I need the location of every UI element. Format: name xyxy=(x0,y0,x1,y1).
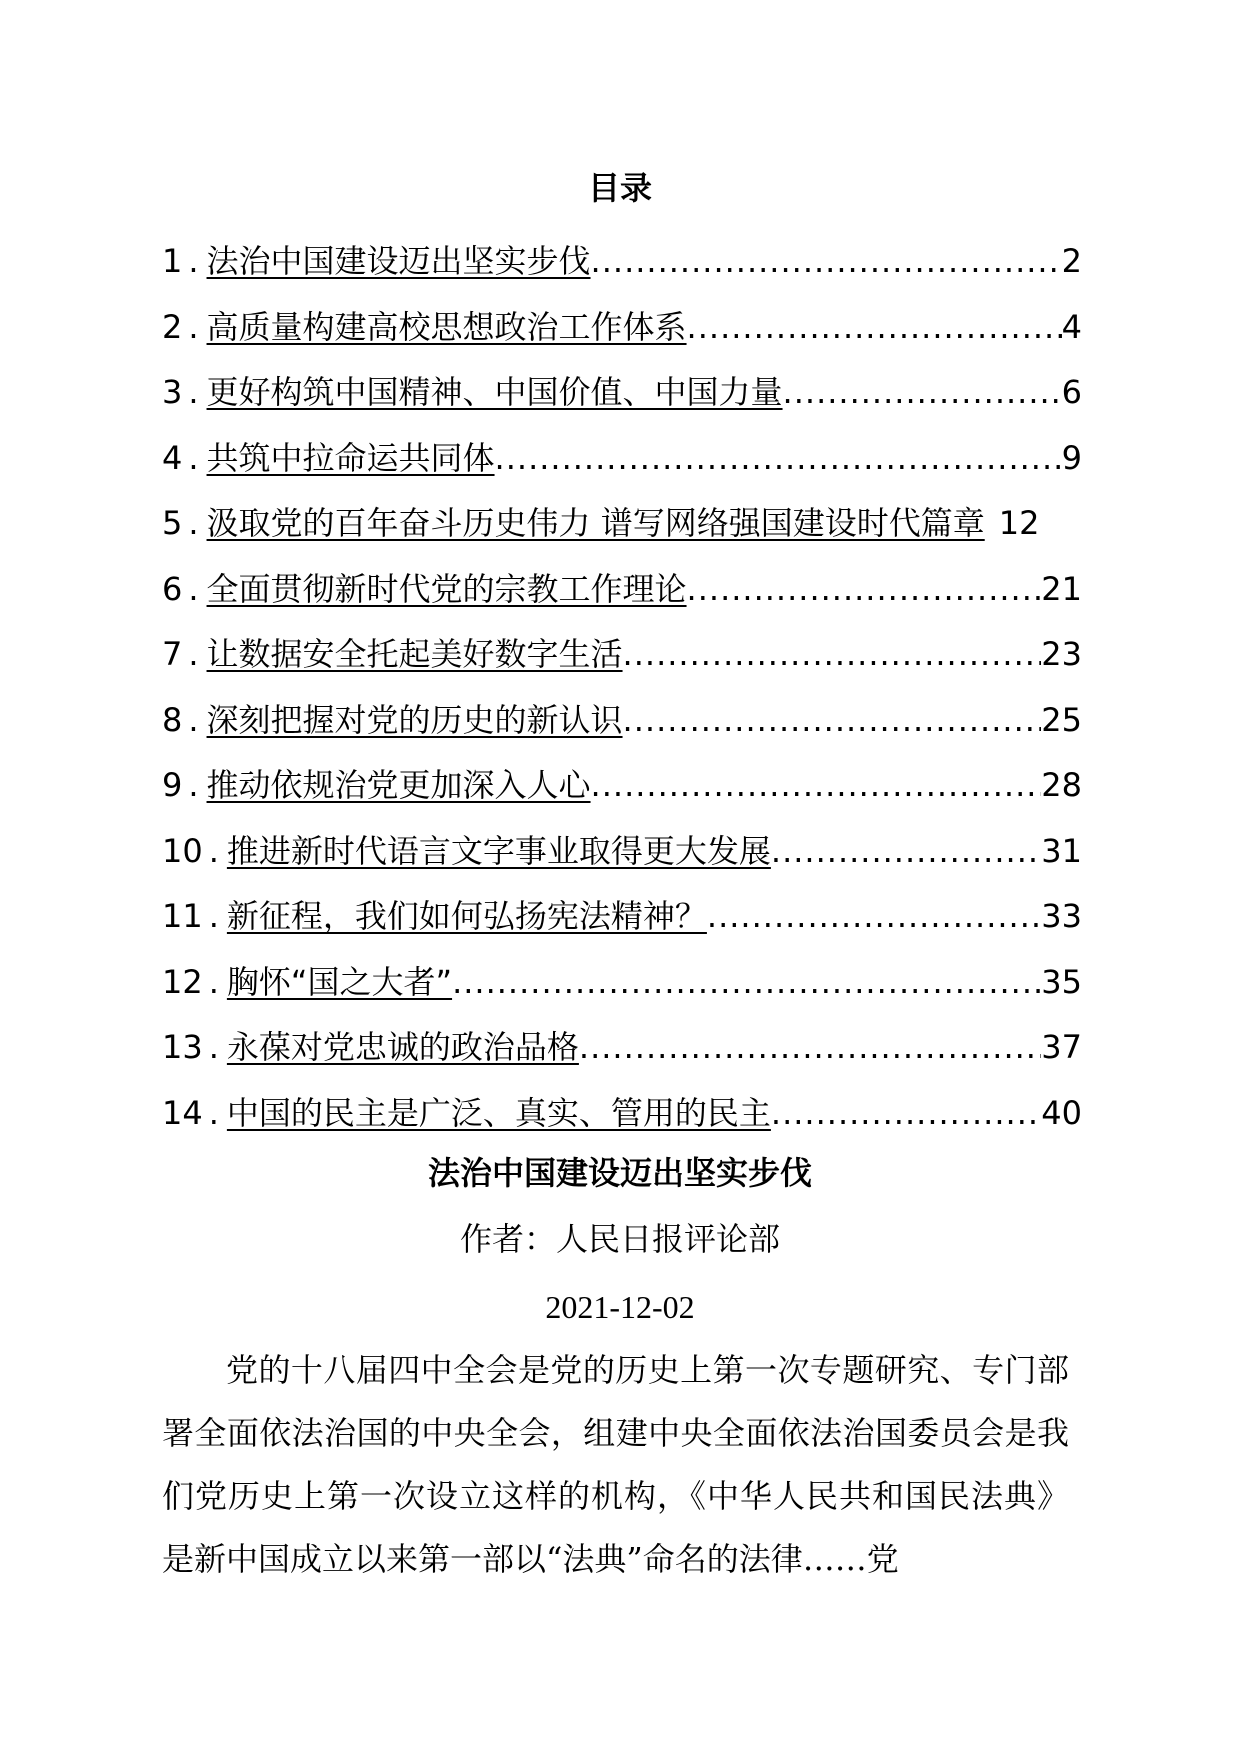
toc-item-link[interactable]: 永葆对党忠诚的政治品格 xyxy=(226,1028,579,1066)
toc-item[interactable] xyxy=(162,503,1082,569)
toc-item-link[interactable]: 深刻把握对党的历史的新认识 xyxy=(206,700,623,739)
toc-item[interactable] xyxy=(162,307,1082,373)
toc-item[interactable] xyxy=(162,438,1082,504)
toc-item-separator: . xyxy=(188,438,199,477)
toc-list xyxy=(162,241,1082,1158)
toc-item-separator: . xyxy=(188,569,199,608)
toc-leader-dots xyxy=(591,241,1062,281)
toc-item-page: 12 xyxy=(998,504,1040,542)
toc-item-page: 37 xyxy=(1041,1028,1082,1066)
toc-item-number: 2 xyxy=(162,307,183,346)
toc-leader-dots xyxy=(687,569,1042,609)
toc-item[interactable] xyxy=(162,765,1082,831)
toc-leader-dots xyxy=(623,700,1042,740)
toc-leader-dots xyxy=(452,962,1041,1002)
toc-item[interactable] xyxy=(162,1093,1082,1159)
article-author: 作者：人民日报评论部 xyxy=(459,1220,780,1258)
toc-leader-dots xyxy=(771,1093,1041,1133)
toc-item-separator: . xyxy=(188,307,199,346)
toc-item-separator: . xyxy=(188,373,199,411)
toc-item-separator: . xyxy=(208,897,219,935)
toc-item-separator: . xyxy=(188,635,199,673)
toc-item-number: 8 xyxy=(162,700,183,739)
toc-item-page: 33 xyxy=(1041,897,1082,935)
toc-title: 目录 xyxy=(587,169,652,207)
toc-item-number: 7 xyxy=(162,635,183,673)
toc-item-page: 6 xyxy=(1061,373,1082,411)
toc-item-separator: . xyxy=(188,504,199,542)
toc-item-number: 1 xyxy=(162,242,183,280)
toc-item-number: 14 xyxy=(162,1093,203,1132)
toc-item-link[interactable]: 让数据安全托起美好数字生活 xyxy=(206,635,623,673)
toc-item-number: 4 xyxy=(162,438,183,477)
toc-item-page: 23 xyxy=(1041,635,1082,673)
toc-item-link[interactable]: 更好构筑中国精神、中国价值、中国力量 xyxy=(206,373,783,411)
toc-item-page: 2 xyxy=(1061,242,1082,280)
toc-item-page: 40 xyxy=(1041,1093,1082,1132)
toc-item-page: 25 xyxy=(1041,700,1082,739)
toc-item-number: 13 xyxy=(162,1028,203,1066)
toc-item-link[interactable]: 共筑中拉命运共同体 xyxy=(206,438,495,477)
toc-item[interactable] xyxy=(162,962,1082,1028)
toc-leader-dots xyxy=(495,438,1062,478)
toc-item-link[interactable]: 高质量构建高校思想政治工作体系 xyxy=(206,307,687,346)
article-title: 法治中国建设迈出坚实步伐 xyxy=(427,1154,812,1192)
toc-item-link[interactable]: 推动依规治党更加深入人心 xyxy=(206,766,591,804)
toc-leader-dots xyxy=(771,831,1041,871)
toc-item-separator: . xyxy=(188,242,199,280)
toc-leader-dots xyxy=(623,634,1042,674)
toc-item-link[interactable]: 胸怀“国之大者” xyxy=(226,962,453,1001)
toc-item[interactable] xyxy=(162,700,1082,766)
toc-item-separator: . xyxy=(208,1093,219,1132)
toc-item-separator: . xyxy=(208,962,219,1001)
toc-item-separator: . xyxy=(208,1028,219,1066)
toc-item[interactable] xyxy=(162,569,1082,635)
toc-item-separator: . xyxy=(208,831,219,870)
toc-item-number: 12 xyxy=(162,962,203,1001)
toc-item-link[interactable]: 推进新时代语言文字事业取得更大发展 xyxy=(226,831,771,870)
toc-item[interactable] xyxy=(162,831,1082,897)
toc-leader-dots xyxy=(591,765,1042,805)
toc-item-page: 35 xyxy=(1041,962,1082,1001)
toc-item-link[interactable]: 汲取党的百年奋斗历史伟力 谱写网络强国建设时代篇章 xyxy=(206,504,985,542)
toc-item-page: 9 xyxy=(1061,438,1082,477)
toc-item-link[interactable]: 新征程，我们如何弘扬宪法精神？ xyxy=(226,897,707,935)
article-body-paragraph: 党的十八届四中全会是党的历史上第一次专题研究、专门部署全面依法治国的中央全会，组建中央全面依法治国委员会是我们党历史上第一次设立这样的机构，《中华人民共和国民法典》是新中国成立以来第一部以“法典”命名的法律……党 xyxy=(162,1351,1069,1578)
toc-item-number: 6 xyxy=(162,569,183,608)
toc-item-page: 21 xyxy=(1041,569,1082,608)
toc-item[interactable] xyxy=(162,241,1082,307)
toc-item[interactable] xyxy=(162,1027,1082,1093)
toc-item-number: 10 xyxy=(162,831,203,870)
toc-item-number: 5 xyxy=(162,504,183,542)
toc-item-number: 3 xyxy=(162,373,183,411)
toc-item-link[interactable]: 全面贯彻新时代党的宗教工作理论 xyxy=(206,569,687,608)
toc-leader-dots xyxy=(783,372,1062,412)
toc-item[interactable] xyxy=(162,634,1082,700)
article-date: 2021-12-02 xyxy=(545,1289,695,1325)
toc-leader-dots xyxy=(687,307,1062,347)
toc-item-page: 4 xyxy=(1061,307,1082,346)
toc-item-link[interactable]: 法治中国建设迈出坚实步伐 xyxy=(206,242,591,280)
toc-leader-dots xyxy=(707,896,1041,936)
toc-item-number: 11 xyxy=(162,897,203,935)
toc-item-separator: . xyxy=(188,766,199,804)
toc-item[interactable] xyxy=(162,372,1082,438)
toc-item-link[interactable]: 中国的民主是广泛、真实、管用的民主 xyxy=(226,1093,771,1132)
toc-item-separator: . xyxy=(188,700,199,739)
toc-item-page: 31 xyxy=(1041,831,1082,870)
toc-item-number: 9 xyxy=(162,766,183,804)
toc-item-page: 28 xyxy=(1041,766,1082,804)
toc-leader-dots xyxy=(579,1027,1041,1067)
toc-item[interactable] xyxy=(162,896,1082,962)
